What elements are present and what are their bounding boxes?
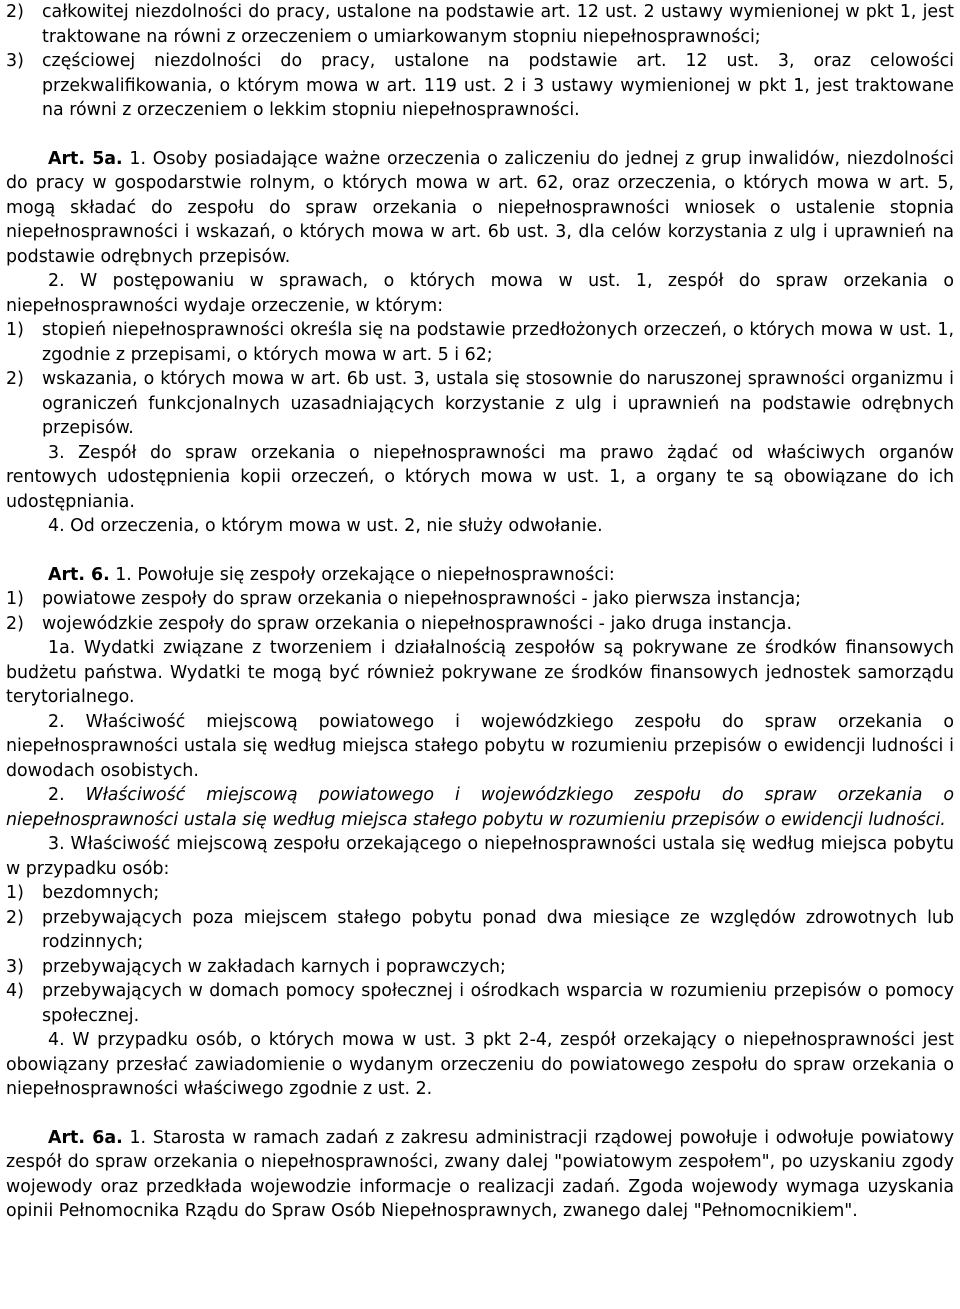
paragraph-number: 2. xyxy=(48,785,65,805)
list-item xyxy=(6,906,954,955)
art6-para-3: 3. Właściwość miejscową zespołu orzekającego o niepełnosprawności ustala się według miejsca pobytu w przypadku osób: xyxy=(6,834,954,879)
list-text: wojewódzkie zespoły do spraw orzekania o niepełnosprawności - jako druga instancja. xyxy=(42,613,792,634)
list-number: 3) xyxy=(6,51,24,71)
art6-para-4: 4. W przypadku osób, o których mowa w ust. 3 pkt 2-4, zespół orzekający o niepełnosprawności jest obowiązany przesłać zawiadomienie o wydanym orzeczeniu do powiatowego zespołu do spraw orzekania o niepełnosprawności właściwego zgodnie z ust. 2. xyxy=(6,1030,954,1099)
art6-para-1a: 1a. Wydatki związane z tworzeniem i działalnością zespołów są pokrywane ze środków finansowych budżetu państwa. Wydatki te mogą być również pokrywane ze środków finansowych jednostek samorządu terytorialnego. xyxy=(6,638,954,707)
list-number: 2) xyxy=(6,907,24,928)
list-number: 1) xyxy=(6,320,24,340)
list-item xyxy=(6,955,954,980)
list-item xyxy=(6,587,954,612)
paragraph-text: 1. Osoby posiadające ważne orzeczenia o zaliczeniu do jednej z grup inwalidów, niezdolności do pracy w gospodarstwie rolnym, o których mowa w art. 62, oraz orzeczenia, o których mowa w art. 5, mogą składać do zespołu do spraw orzekania o niepełnosprawności wniosek o ustalenie stopnia niepełnosprawności i wskazań, o których mowa w art. 6b ust. 3, dla celów korzystania z ulg i uprawnień na podstawie odrębnych przepisów. xyxy=(6,148,955,267)
art6-para-2: 2. Właściwość miejscową powiatowego i wojewódzkiego zespołu do spraw orzekania o niepełnosprawności ustala się według miejsca stałego pobytu w rozumieniu przepisów o ewidencji ludności i dowodach osobistych. xyxy=(6,711,954,781)
list-text: całkowitej niezdolności do pracy, ustalone na podstawie art. 12 ust. 2 ustawy wymienionej w pkt 1, jest traktowane na równi z orzeczeniem o umiarkowanym stopniu niepełnosprawności; xyxy=(42,2,954,47)
art5a-para-2: 2. W postępowaniu w sprawach, o których mowa w ust. 1, zespół do spraw orzekania o niepełnosprawności wydaje orzeczenie, w którym: xyxy=(6,271,954,316)
list-item xyxy=(6,881,954,906)
list-text: częściowej niezdolności do pracy, ustalone na podstawie art. 12 ust. 3, oraz celowości przekwalifikowania, o którym mowa w art. 119 ust. 2 i 3 ustawy wymienionej w pkt 1, jest traktowane na równi z orzeczeniem o lekkim stopniu niepełnosprawności. xyxy=(42,51,954,120)
list-text: wskazania, o których mowa w art. 6b ust. 3, ustala się stosownie do naruszonej sprawności organizmu i ograniczeń funkcjonalnych uzasadniających korzystanie z ulg i uprawnień na podstawie odrębnych przepisów. xyxy=(42,369,954,438)
art5a-para-3: 3. Zespół do spraw orzekania o niepełnosprawności ma prawo żądać od właściwych organów rentowych udostępnienia kopii orzeczeń, o których mowa w ust. 1, a organy te są obowiązane do ich udostępniania. xyxy=(6,442,954,512)
art5a-para-1 xyxy=(6,147,954,270)
article-heading: Art. 6. xyxy=(48,564,110,585)
list-text: przebywających poza miejscem stałego pobytu ponad dwa miesiące ze względów zdrowotnych lub rodzinnych; xyxy=(42,907,954,952)
list-number: 3) xyxy=(6,956,24,977)
paragraph-text: 1. Starosta w ramach zadań z zakresu administracji rządowej powołuje i odwołuje powiatowy zespół do spraw orzekania o niepełnosprawności, zwany dalej "powiatowym zespołem", po uzyskaniu zgody wojewody oraz przedkłada wojewodzie informacje o realizacji zadań. Zgoda wojewody wymaga uzyskania opinii Pełnomocnika Rządu do Spraw Osób Niepełnosprawnych, zwanego dalej "Pełnomocnikiem". xyxy=(6,1127,954,1221)
art5a-para-4: 4. Od orzeczenia, o którym mowa w ust. 2, nie służy odwołanie. xyxy=(48,516,603,536)
list-text: przebywających w domach pomocy społecznej i ośrodkach wsparcia w rozumieniu przepisów o pomocy społecznej. xyxy=(42,981,954,1026)
list-number: 2) xyxy=(6,369,24,389)
art6-para-2-amended xyxy=(6,783,954,832)
paragraph-text: 1. Powołuje się zespoły orzekające o niepełnosprawności: xyxy=(109,564,615,585)
list-number: 2) xyxy=(6,2,24,22)
list-text: stopień niepełnosprawności określa się na podstawie przedłożonych orzeczeń, o których mowa w ust. 1, zgodnie z przepisami, o których mowa w art. 5 i 62; xyxy=(42,320,954,365)
list-item xyxy=(6,49,954,123)
italic-paragraph-text: Właściwość miejscową powiatowego i wojewódzkiego zespołu do spraw orzekania o niepełnosprawności ustala się według miejsca stałego pobytu w rozumieniu przepisów o ewidencji ludności. xyxy=(6,785,954,830)
list-number: 2) xyxy=(6,613,24,634)
list-text: powiatowe zespoły do spraw orzekania o niepełnosprawności - jako pierwsza instancja; xyxy=(42,589,801,609)
list-number: 1) xyxy=(6,589,24,609)
list-item xyxy=(6,612,954,637)
list-text: przebywających w zakładach karnych i poprawczych; xyxy=(42,956,506,977)
list-item xyxy=(6,979,954,1028)
article-heading: Art. 5a. xyxy=(48,148,123,169)
list-item xyxy=(6,318,954,367)
art6a-para-1 xyxy=(6,1126,954,1224)
article-heading: Art. 6a. xyxy=(48,1127,123,1148)
art6-para-1 xyxy=(6,563,954,588)
list-item xyxy=(6,367,954,441)
list-number: 4) xyxy=(6,981,24,1001)
list-text: bezdomnych; xyxy=(42,883,160,903)
list-item xyxy=(6,0,954,49)
list-number: 1) xyxy=(6,883,24,903)
